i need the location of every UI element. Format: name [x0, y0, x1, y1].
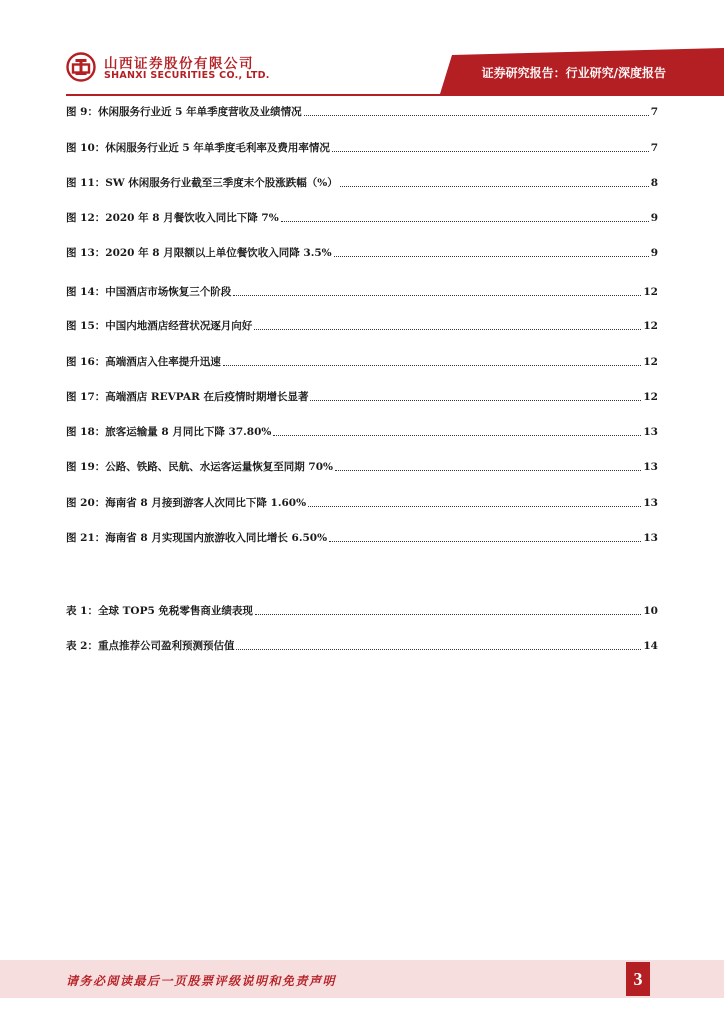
- toc-entry-title: 图 20：海南省 8 月接到游客人次同比下降 1.60%: [66, 497, 307, 509]
- page-number: 3: [626, 962, 650, 996]
- toc-page-number: 12: [643, 286, 658, 298]
- toc-entry-title: 图 13：2020 年 8 月限额以上单位餐饮收入同降 3.5%: [66, 247, 332, 259]
- toc-entry-title: 图 21：海南省 8 月实现国内旅游收入同比增长 6.50%: [66, 532, 328, 544]
- toc-entry-figure-10[interactable]: [66, 140, 658, 156]
- toc-entry-title: 图 12：2020 年 8 月餐饮收入同比下降 7%: [66, 212, 279, 224]
- toc-entry-figure-11[interactable]: [66, 175, 658, 191]
- toc-entry-title: 图 18：旅客运输量 8 月同比下降 37.80%: [66, 426, 272, 438]
- toc-leader: [236, 649, 641, 650]
- toc-page-number: 12: [643, 320, 658, 332]
- toc-entry-title: 图 15：中国内地酒店经营状况逐月向好: [66, 320, 253, 332]
- toc-leader: [332, 151, 649, 152]
- report-type: 证券研究报告：行业研究/深度报告: [481, 66, 666, 80]
- toc-leader: [254, 329, 641, 330]
- toc-entry-title: 图 17：高端酒店 REVPAR 在后疫情时期增长显著: [66, 391, 309, 403]
- toc-entry-figure-9[interactable]: [66, 104, 658, 120]
- toc-entry-title: 表 1：全球 TOP5 免税零售商业绩表现: [66, 605, 253, 617]
- toc-entry-figure-18[interactable]: [66, 424, 658, 440]
- toc-entry-figure-12[interactable]: [66, 210, 658, 226]
- toc-leader: [223, 365, 642, 366]
- toc-entry-figure-16[interactable]: [66, 354, 658, 370]
- toc-leader: [304, 115, 649, 116]
- company-name-en: SHANXI SECURITIES CO., LTD.: [104, 70, 270, 81]
- toc-entry-title: 图 19：公路、铁路、民航、水运客运量恢复至同期 70%: [66, 461, 334, 473]
- toc-leader: [281, 221, 649, 222]
- toc-entry-figure-13[interactable]: [66, 245, 658, 261]
- toc-entry-title: 表 2：重点推荐公司盈利预测预估值: [66, 640, 235, 652]
- toc-leader: [273, 435, 641, 436]
- toc-entry-title: 图 14：中国酒店市场恢复三个阶段: [66, 286, 232, 298]
- toc-entry-title: 图 10：休闲服务行业近 5 年单季度毛利率及费用率情况: [66, 142, 330, 154]
- toc-page-number: 7: [650, 106, 658, 118]
- toc-page-number: 9: [650, 247, 658, 259]
- toc-page-number: 9: [650, 212, 658, 224]
- toc-entry-figure-15[interactable]: [66, 318, 658, 334]
- toc-page-number: 13: [643, 497, 658, 509]
- shanxi-securities-logo-icon: [66, 52, 96, 82]
- toc-page-number: 14: [643, 640, 658, 652]
- toc-page-number: 12: [643, 391, 658, 403]
- company-name-cn: 山西证券股份有限公司: [104, 56, 254, 72]
- toc-page-number: 12: [643, 356, 658, 368]
- toc-entry-figure-19[interactable]: [66, 459, 658, 475]
- toc-leader: [340, 186, 649, 187]
- header-divider: [66, 94, 724, 96]
- toc-leader: [329, 541, 641, 542]
- header-banner: [0, 0, 724, 100]
- toc-entry-title: 图 16：高端酒店入住率提升迅速: [66, 356, 221, 368]
- toc-leader: [310, 400, 641, 401]
- toc-leader: [233, 295, 641, 296]
- toc-leader: [334, 256, 649, 257]
- toc-entry-figure-20[interactable]: [66, 495, 658, 511]
- toc-page-number: 13: [643, 532, 658, 544]
- toc-entry-figure-14[interactable]: [66, 284, 658, 300]
- toc-entry-figure-17[interactable]: [66, 389, 658, 405]
- toc-entry-table-2[interactable]: [66, 638, 658, 654]
- toc-entry-table-1[interactable]: [66, 603, 658, 619]
- footer-disclaimer: 请务必阅读最后一页股票评级说明和免责声明: [66, 974, 337, 988]
- toc-page-number: 10: [643, 605, 658, 617]
- toc-entry-title: 图 11：SW 休闲服务行业截至三季度末个股涨跌幅（%）: [66, 177, 338, 189]
- toc-page-number: 13: [643, 426, 658, 438]
- toc-page-number: 13: [643, 461, 658, 473]
- toc-leader: [335, 470, 641, 471]
- toc-entry-title: 图 9：休闲服务行业近 5 年单季度营收及业绩情况: [66, 106, 302, 118]
- toc-leader: [255, 614, 641, 615]
- toc-entry-figure-21[interactable]: [66, 530, 658, 546]
- toc-page-number: 7: [650, 142, 658, 154]
- toc-page-number: 8: [650, 177, 658, 189]
- toc-leader: [308, 506, 641, 507]
